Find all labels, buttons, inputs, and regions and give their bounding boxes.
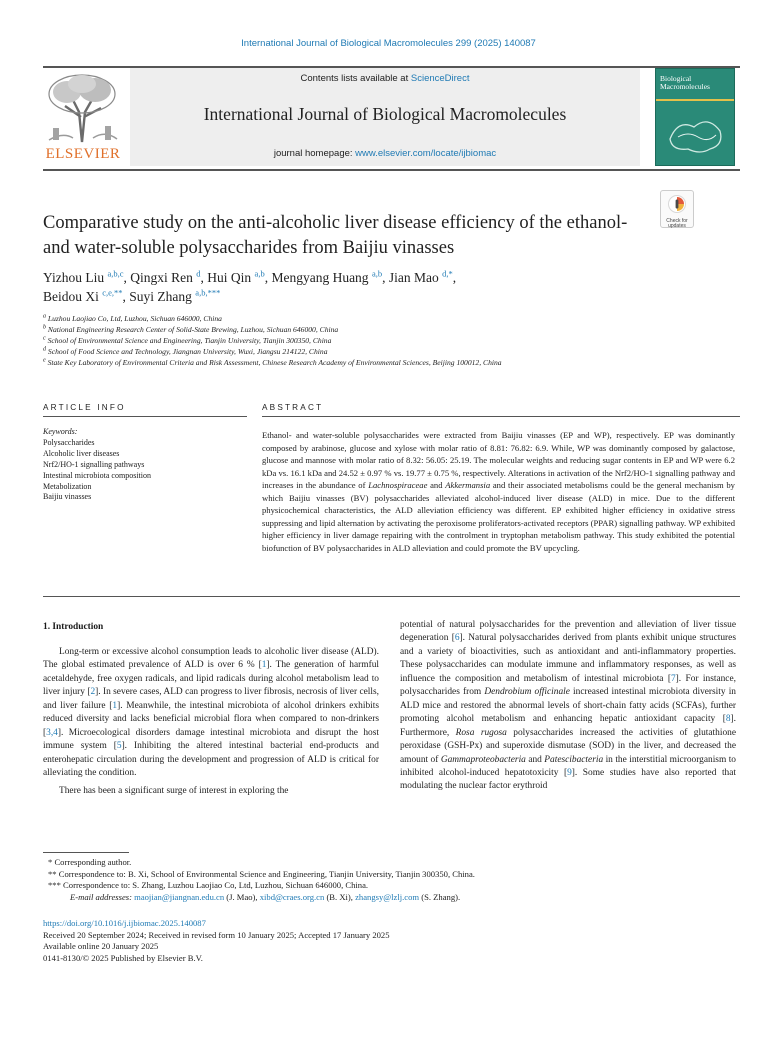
footnote: *** Correspondence to: S. Zhang, Luzhou Laojiao Co, Ltd, Luzhou, Sichuan 646000, China. [48,880,369,891]
article-footer [43,918,733,965]
keyword: Nrf2/HO-1 signalling pathways [43,459,145,469]
email-link[interactable]: maojian@jiangnan.edu.cn [134,892,225,903]
doi-link[interactable]: https://doi.org/10.1016/j.ijbiomac.2025.140087 [43,918,206,928]
article-info-rule [43,416,247,417]
abstract-body: Ethanol- and water-soluble polysaccharides were extracted from Baijiu vinasses (EP and WP), respectively. EP was dominantly composed by arabinose, glucose and xylose with molar ratio of 8.81: 76.82: 6.9. While, WP was dominantly composed by galactose, glucose and mannose with molar ratio of 8.32: 56.05: 25.19. The molecular weights and reducing sugar contents in EP and WP were 6.2 kDa vs. 16.1 kDa and 24.52 ± 0.97 % vs. 19.77 ± 0.75 %, respectively. Alterations in activation of the Nrf2/HO-1 signalling pathway and increases in the abundance of Lachnospiraceae and Akkermansia and their associated metabolisms could be the general mechanism by which Baijiu vinasses (BV) polysaccharides alleviated alcohol-induced liver disease (ALD) in mice. Due to the different physicochemical characteristics, the ALD alleviation efficiency was different. EP exhibited higher efficiency in oxidative stress suppressing and lipid alternation by activating the peroxisome proliferators-activated receptors (PPAR) signalling pathway. WP exhibited higher efficiency in liver damage repairing with the controlment in tryptophan metabolism pathway. This study exhibited the potential biofunction of BV polysaccharides in ALD alleviation and could promote the BV upcycling. [262,430,735,553]
footnote: ** Correspondence to: B. Xi, School of Environmental Science and Engineering, Tianjin University, Tianjin 300350, China. [48,868,475,879]
affiliation: $^e$ State Key Laboratory of Environmental Criteria and Risk Assessment, Chinese Research Academy of Environmental Sciences, Beijing 100012, China [43,357,502,367]
reference-link[interactable]: 9 [567,767,572,778]
keyword: Polysaccharides [43,437,95,447]
author[interactable]: Suyi Zhang $^{a,b,***}$ [129,287,221,304]
paragraph: potential of natural polysaccharides for the prevention and alleviation of liver tissue degeneration [6]. Natural polysaccharides derived from plants exhibit unique structures and a variety of bioactivities, such as antioxidant and anti-inflammatory properties. These polysaccharides can modulate immune and inflammatory responses, as well as influence the composition and metabolism of intestinal microbiota [7]. For instance, polysaccharides from Dendrobium officinale increased intestinal microbiota diversity in ALD mice and restored the abnormal levels of short-chain fatty acids (SCFAs), further promoting alcohol metabolism and enhancing hepatic antioxidant capacity [8]. Furthermore, Rosa rugosa polysaccharides increased the activities of glutathione peroxidase (GSH-Px) and superoxide dismutase (SOD) in the liver, and decreased the amount of Gammaproteobacteria and Patescibacteria in the interstitial microorganism to inhibited alcohol-induced hepatotoxicity [9]. Some studies have also reported that modulating the nuclear factor erythroid [400,620,736,792]
copyright: 0141-8130/© 2025 Published by Elsevier B.V. [43,953,203,964]
keyword: Alcoholic liver diseases [43,448,120,458]
section-heading-introduction: 1. Introduction [43,622,104,632]
footnotes [48,857,738,904]
homepage-line: journal homepage: www.elsevier.com/locate/ijbiomac [273,148,497,159]
article-title: Comparative study on the anti-alcoholic liver disease efficiency of the ethanol- and water-soluble polysaccharides from Baijiu vinasses [43,213,628,258]
reference-link[interactable]: 5 [116,741,122,752]
abstract-heading: ABSTRACT [262,403,324,412]
footnote: * Corresponding author. [48,857,132,867]
keyword: Intestinal microbiota composition [43,470,151,480]
author[interactable]: Hui Qin $^{a,b}$ [207,268,265,285]
check-updates-label: Check for updates [666,218,688,229]
cover-band [656,99,735,101]
keywords-block [43,427,247,503]
footnote-emails: E-mail addresses: maojian@jiangnan.edu.cn (J. Mao), xibd@craes.org.cn (B. Xi), zhangsy@lzlj.com (S. Zhang). [70,892,461,903]
author[interactable]: Beidou Xi $^{c,e,**}$ [43,287,123,304]
received-dates: Received 20 September 2024; Received in revised form 10 January 2025; Accepted 17 January 2025 [43,929,390,940]
journal-homepage-link[interactable]: www.elsevier.com/locate/ijbiomac [355,148,497,159]
cover-illustration-icon [664,109,728,159]
check-updates-icon [667,194,687,214]
abstract-bottom-rule [43,596,740,597]
reference-link[interactable]: 1 [261,660,267,671]
footnote-rule [43,852,129,853]
header-rule [43,169,740,171]
check-for-updates-badge[interactable] [660,190,694,228]
reference-link[interactable]: 6 [454,633,460,644]
affiliation-list [43,313,693,368]
author[interactable]: Jian Mao $^{d,*}$ [388,268,453,285]
body-column-right [400,619,736,794]
author[interactable]: Qingxi Ren $^d$ [130,268,201,285]
journal-cover-thumbnail[interactable] [655,68,735,166]
body-column-left [43,646,379,798]
keywords-label: Keywords: [43,427,78,436]
affiliation: $^b$ National Engineering Research Center of Solid-State Brewing, Luzhou, Sichuan 646000, China [43,324,339,334]
author[interactable]: Yizhou Liu $^{a,b,c}$ [43,268,124,285]
keyword: Baijiu vinasses [43,492,92,502]
cover-title: Biological Macromolecules [660,74,710,91]
keyword: Metabolization [43,481,92,491]
email-link[interactable]: zhangsy@lzlj.com [355,892,420,903]
paragraph: Long-term or excessive alcohol consumption leads to alcoholic liver disease (ALD). The global estimated prevalence of ALD is over 6 % [1]. The generation of harmful acetaldehyde, free oxygen radicals, and lipid radicals during alcohol metabolism lead to liver injury [2]. In severe cases, ALD can progress to liver fibrosis, necrosis of liver cells, and liver failure [1]. Meanwhile, the intestinal microbiota of alcohol drinkers exhibits reduced diversity and lacks beneficial microbial flora when compared to non-drinkers [3,4]. Microecological disorders damage intestinal microbiota and disrupt the host immune system [5]. Inhibiting the altered intestinal bacterial end-products and enterohepatic circulation during the development and progression of ALD is critical for alleviating the condition. [43,647,379,779]
reference-link[interactable]: 3,4 [46,727,58,738]
contents-line: Contents lists available at ScienceDirect [300,73,470,84]
affiliation: $^a$ Luzhou Laojiao Co, Ltd, Luzhou, Sichuan 646000, China [43,313,222,323]
affiliation: $^c$ School of Environmental Science and Engineering, Tianjin University, Tianjin 300350, China [43,335,332,345]
journal-citation[interactable]: International Journal of Biological Macromolecules 299 (2025) 140087 [241,38,536,49]
author[interactable]: Mengyang Huang $^{a,b}$ [271,268,383,285]
journal-title: International Journal of Biological Macromolecules [203,104,567,124]
abstract-rule [262,416,740,417]
reference-link[interactable]: 8 [725,714,731,725]
elsevier-wordmark: ELSEVIER [45,146,121,162]
article-info-heading: ARTICLE INFO [43,403,126,412]
online-date: Available online 20 January 2025 [43,941,159,952]
email-link[interactable]: xibd@craes.org.cn [259,892,325,903]
affiliation: $^d$ School of Food Science and Technology, Jiangnan University, Wuxi, Jiangsu 214122, China [43,346,328,356]
elsevier-tree-icon [43,72,121,144]
paragraph: There has been a significant surge of interest in exploring the [59,785,289,796]
author-list: Yizhou Liu $^{a,b,c}$, Qingxi Ren $^d$, Hui Qin $^{a,b}$, Mengyang Huang $^{a,b}$, Jian Mao $^{d,*}$, Beidou Xi $^{c,e,**}$, Suyi Zhang $^{a,b,***}$ [43,268,457,304]
reference-link[interactable]: 2 [90,687,96,698]
reference-link[interactable]: 7 [670,673,676,684]
reference-link[interactable]: 1 [112,700,118,711]
sciencedirect-link[interactable]: ScienceDirect [410,73,470,84]
